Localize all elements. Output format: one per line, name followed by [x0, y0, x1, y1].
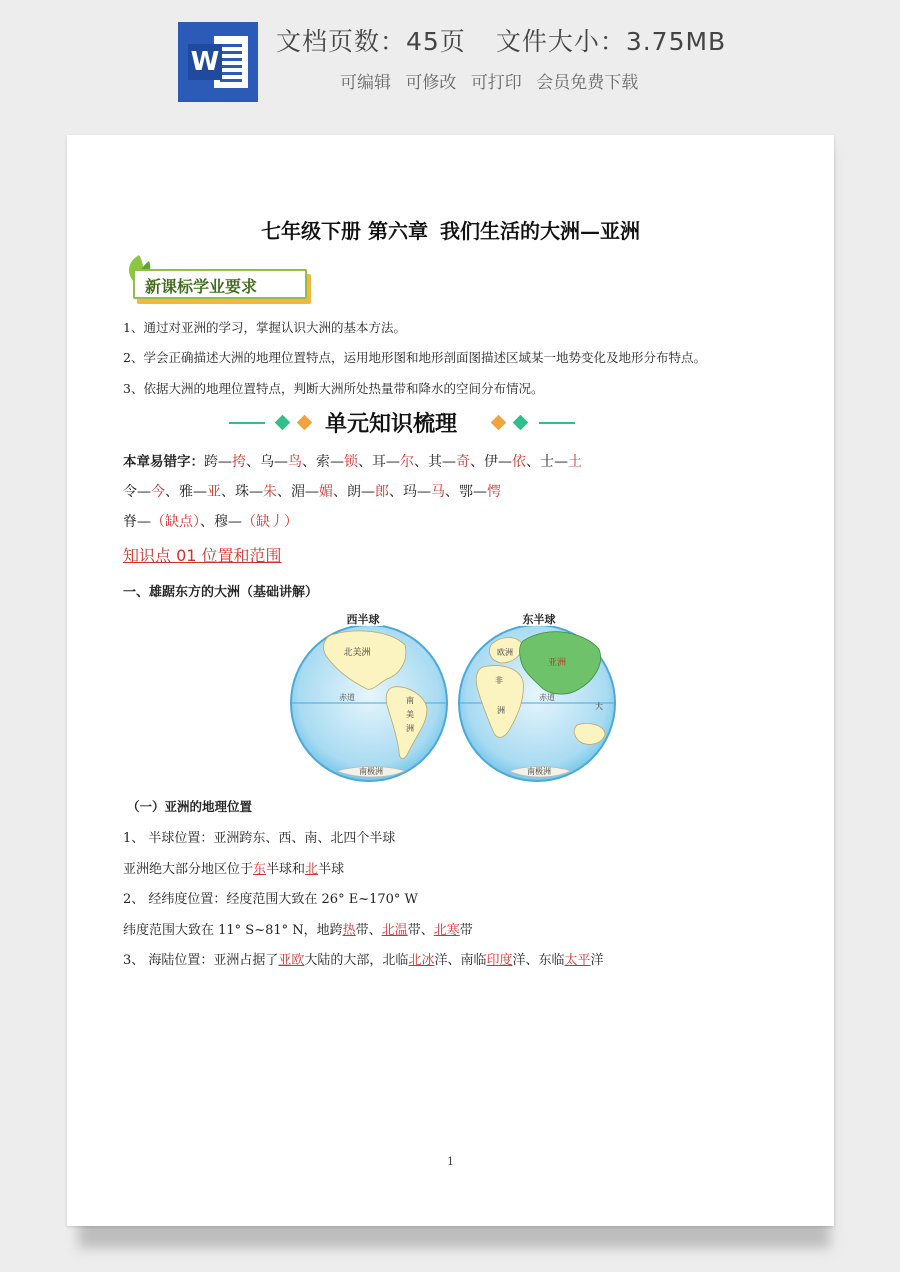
feature-printable: 可打印	[470, 73, 522, 93]
badge-label: 新课标学业要求	[145, 277, 258, 296]
feature-member-free: 会员免费下载	[536, 73, 639, 93]
equator-east-label: 赤道	[539, 693, 555, 702]
feature-list	[340, 68, 647, 93]
svg-text:非: 非	[495, 676, 503, 685]
latitude-position: 纬度范围大致在 11° S~81° N，地跨热带、北温带、北寒带	[123, 923, 473, 938]
svg-text:南: 南	[406, 696, 414, 705]
svg-text:洲: 洲	[406, 724, 414, 733]
hemisphere-map	[287, 605, 617, 785]
typo-line-2: 令—今、雅—亚、珠—朱、湄—媚、朗—郎、玛—马、鄂—愕	[123, 484, 501, 500]
section-subheading: 一、雄踞东方的大洲（基础讲解）	[123, 585, 319, 600]
requirements-badge	[123, 253, 313, 307]
document-page	[67, 135, 834, 1226]
svg-text:美: 美	[406, 710, 414, 719]
hemisphere-answer: 亚洲绝大部分地区位于东半球和北半球	[123, 862, 345, 877]
requirement-2: 2、学会正确描述大洲的地理位置特点，运用地形图和地形剖面图描述区域某一地势变化及地形分布特点。	[123, 350, 706, 365]
page-number: 1	[447, 1155, 454, 1168]
requirement-1: 1、通过对亚洲的学习，掌握认识大洲的基本方法。	[123, 320, 406, 335]
page-count: 文档页数：45页	[276, 27, 466, 56]
position-heading: （一）亚洲的地理位置	[127, 799, 253, 814]
equator-west-label: 赤道	[339, 693, 355, 702]
east-hemisphere-globe	[459, 611, 615, 781]
north-america-label: 北美洲	[343, 648, 371, 658]
longitude-position: 2、 经纬度位置：经度范围大致在 26° E~170° W	[123, 892, 418, 907]
typo-line-3: 脊—（缺点）、穆—（缺丿）	[123, 514, 298, 530]
diamond-green-icon	[513, 415, 529, 431]
banner-title: 单元知识梳理	[325, 412, 458, 437]
diamond-orange-icon	[491, 415, 507, 431]
file-size: 文件大小：3.75MB	[495, 27, 727, 56]
document-header	[0, 0, 900, 120]
word-document-icon	[178, 22, 258, 102]
diamond-orange-icon	[297, 415, 313, 431]
banner-line-right	[539, 422, 575, 424]
asia-label: 亚洲	[547, 658, 567, 668]
requirement-3: 3、依据大洲的地理位置特点，判断大洲所处热量带和降水的空间分布情况。	[123, 381, 544, 396]
knowledge-point-heading: 知识点 01 位置和范围	[123, 546, 282, 565]
page-title	[67, 215, 834, 244]
section-banner	[229, 407, 579, 439]
page-title-chapter: 七年级下册 第六章	[261, 219, 428, 243]
europe-label: 欧洲	[497, 648, 513, 657]
sea-land-position: 3、 海陆位置：亚洲占据了亚欧大陆的大部，北临北冰洋、南临印度洋、东临太平洋	[123, 953, 604, 968]
hemisphere-position: 1、 半球位置：亚洲跨东、西、南、北四个半球	[123, 831, 396, 846]
west-hemisphere-label: 西半球	[346, 613, 380, 626]
feature-editable: 可编辑	[340, 73, 391, 93]
typo-line-1: 本章易错字：跨—挎、乌—鸟、索—锁、耳—尔、其—奇、伊—依、士—土	[123, 454, 582, 470]
antarctica-west-label: 南极洲	[359, 767, 383, 776]
svg-text:洲: 洲	[497, 706, 505, 715]
antarctica-east-label: 南极洲	[527, 767, 551, 776]
banner-line-left	[229, 422, 265, 424]
oceania-label: 大	[595, 702, 603, 711]
typo-label: 本章易错字：	[123, 454, 204, 470]
west-hemisphere-globe	[291, 611, 447, 781]
word-w-mark: W	[188, 44, 222, 80]
page-title-topic: 我们生活的大洲—亚洲	[439, 219, 640, 243]
diamond-green-icon	[275, 415, 291, 431]
file-info-title	[276, 22, 726, 58]
east-hemisphere-label: 东半球	[522, 613, 556, 626]
feature-modifiable: 可修改	[405, 73, 457, 93]
